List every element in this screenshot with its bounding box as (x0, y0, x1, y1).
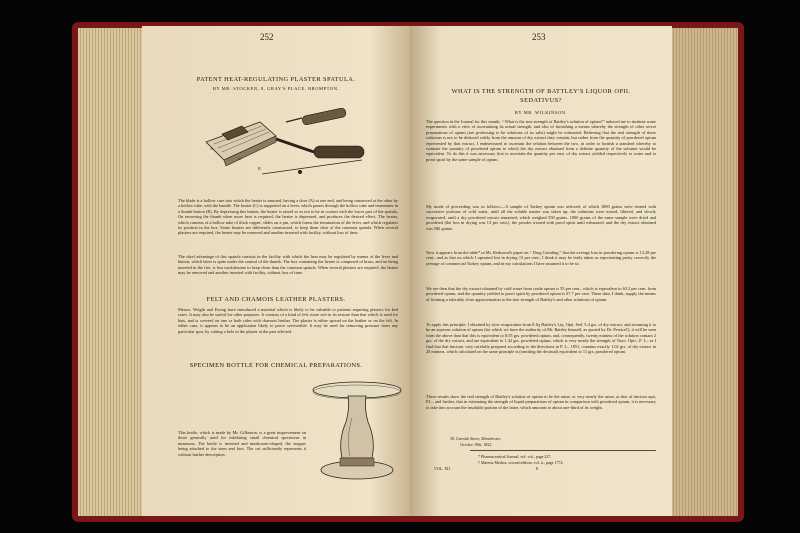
article-title-line: WHAT IS THE STRENGTH OF BATTLEY'S LIQUOR OPII. (451, 88, 631, 95)
page-number: 252 (260, 32, 274, 42)
article-title: FELT AND CHAMOIS LEATHER PLASTERS. (206, 296, 346, 303)
signature-mark: E (536, 466, 539, 471)
article-title: PATENT HEAT-REGULATING PLASTER SPATULA. (196, 76, 356, 83)
article-paragraph: Now it appears from the table* in Mr. Redwood's paper on “ Drug Grinding,” that the average loss in powdering opium is 13.28 per cent., and as that on which I operated lost in drying 13 per cent., I think it may be fairly taken as representing pretty correctly the average of commercial Turkey opium, and in my calculations I have assumed it to be so. (426, 250, 656, 266)
article-paragraph: The blade is a hollow case into which the heater is inserted, having a door (A) at one end, and being connected at the other by a hollow tube, with the handle. The heater (C) is supported on a lever, which passes through the hollow tube and terminates in a thumb-button (B). By depressing this button, the heater is raised so as not to be in contact with the lower part of the spatula. On removing the thumb when more heat is required, the heater is depressed, and produces the desired effect. The heater, which consists of a hollow tube of thick copper, slides on a pin, which forms the termination of the lever, and which regulates its position in the box. Some heaters are differently constructed, to keep them clear of the common spatula. When several plasters are required, the heater may be removed and another inserted with facility, without loss of time. (178, 198, 398, 236)
page-number: 253 (532, 32, 546, 42)
article-paragraph: To apply this principle, I obtained by slow evaporation from 8 flʒ Battley's Liq. Opii. Sed. 5.4 grs. of dry extract, and assuming it to be an aqueous solution of opium (for which we have the authority of Mr. Battley himself, as quoted by Dr. Pereira†), it will be seen from the above data that this is equivalent to 8.55 grs. powdered opium, and, consequently, twenty minims of the solution contain 2 grs. of the dry extract, and are equivalent to 1.42 grs. powdered opium, which is very nearly the strength of Tinct. Opii., P. L.; as I find that that tincture, very carefully prepared according to the directions in P. L., 1851, contains exactly 1.02 grs. of dry extract in 20 minims, which calculated on the same principle is (omitting the decimal) equivalent to 11 grs. powdered opium. (426, 322, 656, 355)
article-title-line: SEDATIVUS? (520, 97, 562, 104)
spatula-illustration (202, 94, 372, 194)
right-page (410, 26, 672, 516)
signoff-address: 38, Garnish Street, Manchester, (450, 436, 501, 441)
left-page (142, 26, 410, 516)
article-paragraph: We see then that the dry extract obtained by cold water from crude opium is 55 per cent., which is equivalent to 63.2 per cent. from powdered opium, and the quantity yielded to proof spirit by powdered opium is 67.7 per cent. These data, I think, supply the means of forming a tolerably close approximation to the true strength of Battley's and other solutions of opium. (426, 286, 656, 302)
specimen-bottle-illustration (310, 378, 404, 488)
article-paragraph: My mode of proceeding was as follows:—A sample of Turkey opium was selected, of which 1000 grains were treated with successive portions of cold water, until all the soluble matter was taken up; the solutions were mixed, filtered, and slowly evaporated, until a dry powdered extract remained, which weighed 550 grains. 1000 grains of the same sample were dried and powdered (the loss in drying was 13 per cent.), the powder treated with proof spirit until exhausted, and the dry extract obtained was 580 grains. (426, 204, 656, 231)
page-edges-left (78, 28, 148, 516)
page-edges-right (668, 28, 738, 516)
volume-label: VOL. XII. (434, 466, 451, 471)
article-paragraph: This bottle, which is made by Mr. Gilberton, is a great improvement on those generally used for exhibiting small chemical specimens in museums. The bottle is inverted and mushroom-shaped, the stopper being attached to the stem and foot. The cut sufficiently represents it without further description. (178, 430, 306, 457)
figure-label-c: C (238, 156, 241, 161)
figure-label-b: B (258, 166, 261, 171)
signoff-date: October 19th, 1852. (460, 442, 493, 447)
article-paragraph: Messrs. Wright and Ewing have introduced a material which is likely to be valuable to patients requiring plasters for bed sores. It may also be useful for other purposes. It consists of a kind of felt, more soft in its texture than that which is used for hats, and is covered on one or both sides with chamois leather. The plaster is either spread on the leather or on the felt. In either case, it appears to be an application likely to prove serviceable. It may be used for removing pressure from any particular spot, by cutting a hole in the plaster at the part affected. (178, 307, 398, 334)
footnote: † Materia Medica, second edition, vol. ii., page 1772. (478, 460, 564, 465)
article-byline: BY MR. WILKINSON. (514, 110, 568, 115)
footnote-rule (470, 450, 656, 451)
article-paragraph: The question in the Journal for this month, “ What is the true strength of Battley's solution of opium?” induced me to institute some experiments with a view of ascertaining its actual strength, and also of furnishing a means whereby the strength of other secret preparations of opium (not professing to be solutions of its salts) might be estimated. Believing that the real strength of these solutions is not to be deduced solely from the amount of dry extract they contain, but rather from the quantity of powdered opium represented by that extract, I endeavoured to ascertain the relation between the two, in order to furnish a standard whereby to estimate the quantity of powdered opium to which the dry extract obtained from a definite quantity of the solution would be equivalent. To do this it was necessary first to ascertain the quantity per cent. of dry extract yielded respectively to water and to proof spirit by the same sample of opium. (426, 119, 656, 162)
article-byline: BY MR. STOCKEN, 8, GRAY'S PLACE, BROMPTON. (212, 86, 340, 91)
figure-label-a: A (210, 146, 213, 151)
article-title: SPECIMEN BOTTLE FOR CHEMICAL PREPARATIONS. (189, 362, 363, 369)
article-paragraph: These results show the real strength of Battley's solution of opium to be the same, or very nearly the same, as that of tinctura opii, P.L., and further, that in estimating the strength of liquid preparations of opium in comparison with powdered opium, it is necessary to take into account the insoluble portion of the latter, which amounts to about one-third of its weight. (426, 394, 656, 410)
article-paragraph: The chief advantage of this spatula consists in the facility with which the heat may be regulated by means of the lever and button, which latter is quite under the control of the thumb. The box containing the heater is composed of brass, and no being inserted in the fire, is less troublesome to keep clean than the common spatula. When several plasters are required, the heater may be removed and another inserted with facility, without loss of time. (178, 254, 398, 276)
open-book (72, 22, 744, 522)
footnote: * Pharmaceutical Journal, vol. viii., page 227. (478, 454, 552, 459)
